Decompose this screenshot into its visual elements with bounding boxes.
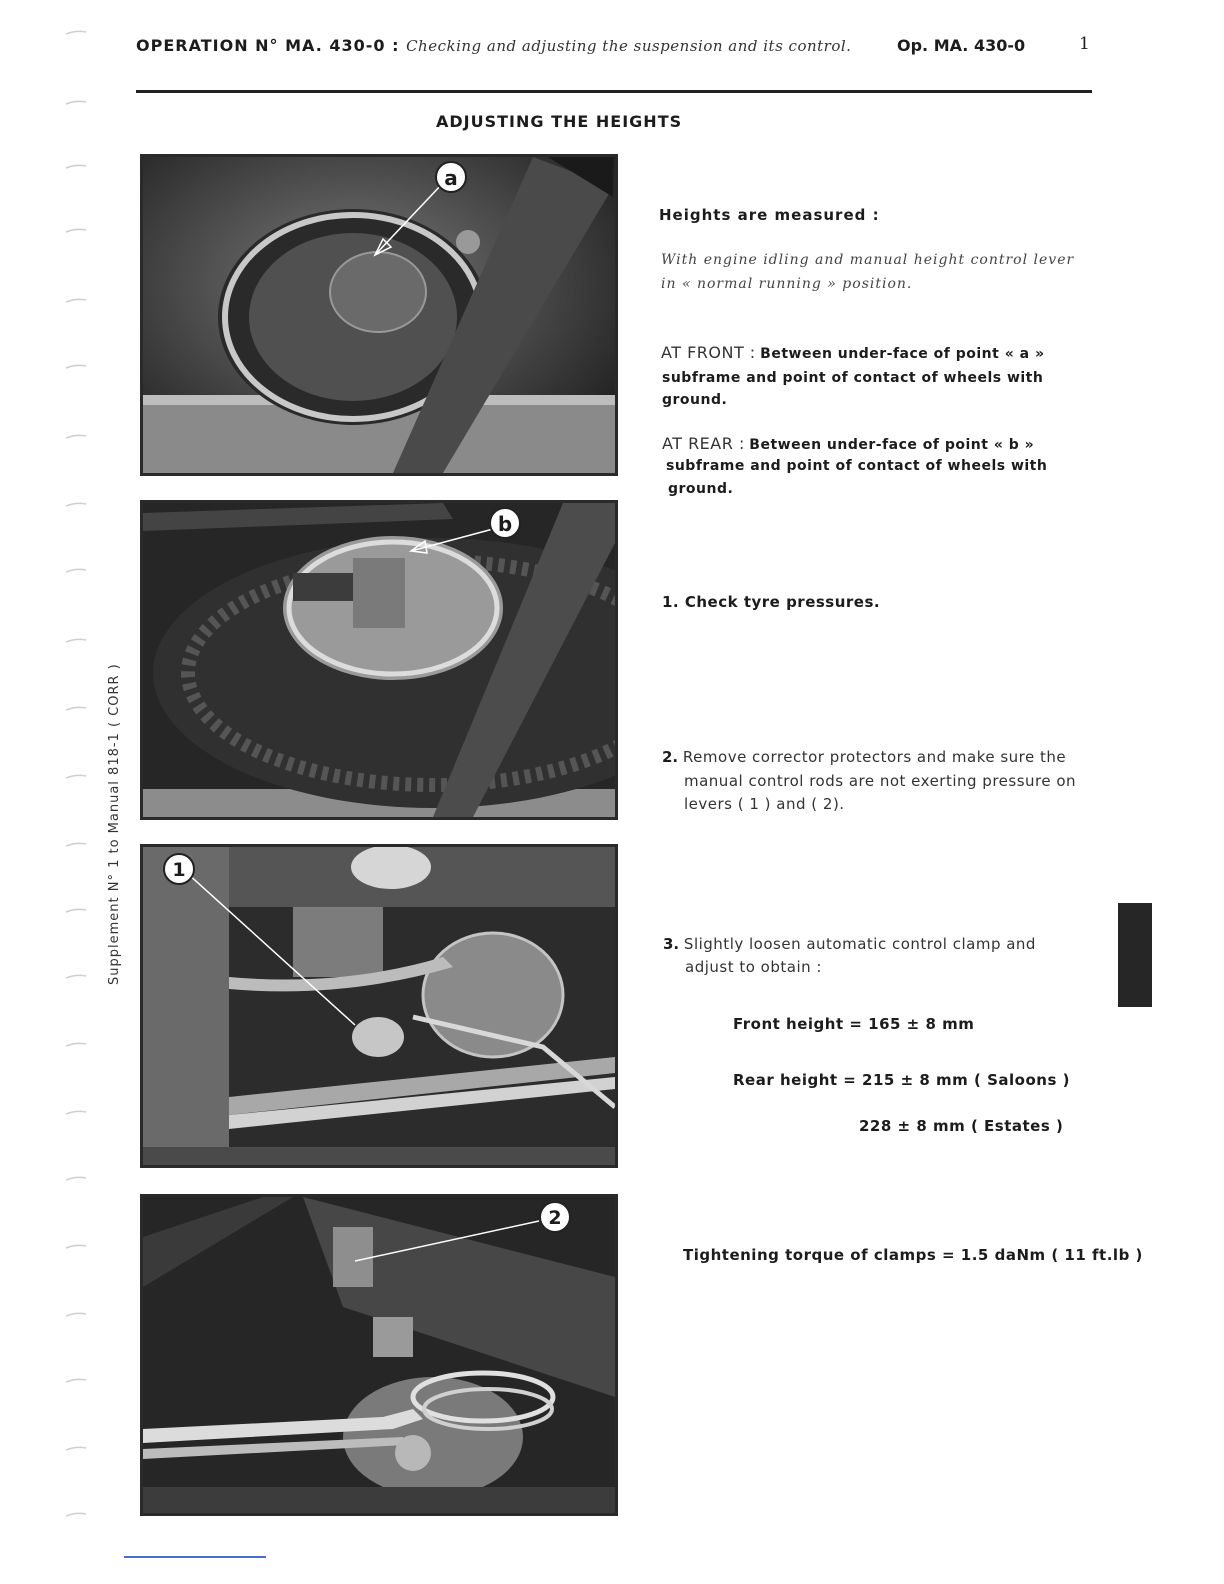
step-1-text: Check tyre pressures. bbox=[684, 593, 881, 611]
operation-header bbox=[136, 36, 851, 55]
section-title: ADJUSTING THE HEIGHTS bbox=[436, 112, 683, 131]
torque-spec: Tightening torque of clamps = 1.5 daNm ( 11 ft.lb ) bbox=[683, 1246, 1143, 1264]
callout-b-label: b bbox=[497, 512, 513, 536]
measured-intro: Heights are measured : bbox=[659, 206, 880, 224]
rear-height-saloons-spec: Rear height = 215 ± 8 mm ( Saloons ) bbox=[733, 1071, 1070, 1089]
step-2-line-1: Remove corrector protectors and make sure the bbox=[682, 748, 1067, 766]
page-number: 1 bbox=[1079, 34, 1090, 54]
step-2-number: 2. bbox=[662, 748, 679, 766]
callout-2 bbox=[539, 1201, 571, 1233]
callout-a-label: a bbox=[444, 166, 458, 190]
step-3 bbox=[663, 935, 1036, 953]
photo-front-subframe bbox=[140, 154, 618, 476]
step-2 bbox=[662, 748, 1066, 766]
rear-line-1: Between under-face of point « b » bbox=[749, 437, 1035, 453]
front-height-spec: Front height = 165 ± 8 mm bbox=[733, 1015, 975, 1033]
footnote-rule bbox=[124, 1556, 266, 1558]
rear-label: AT REAR : bbox=[662, 434, 745, 453]
step-1 bbox=[662, 593, 880, 611]
callout-b bbox=[489, 507, 521, 539]
step-2-line-2: manual control rods are not exerting pressure on bbox=[684, 772, 1077, 790]
photo-lever-2 bbox=[140, 1194, 618, 1516]
supplement-note: Supplement N° 1 to Manual 818-1 ( CORR ) bbox=[107, 663, 122, 985]
operation-subtitle: Checking and adjusting the suspension and its control. bbox=[406, 37, 852, 55]
rear-line-3: ground. bbox=[668, 481, 734, 497]
page-edge-tab bbox=[1118, 903, 1152, 1007]
front-measure bbox=[661, 343, 1045, 362]
callout-1 bbox=[163, 853, 195, 885]
margin-ticks bbox=[62, 20, 92, 1580]
front-line-2: subframe and point of contact of wheels with bbox=[662, 370, 1044, 386]
operation-reference: Op. MA. 430-0 bbox=[897, 36, 1026, 55]
condition-line-1: With engine idling and manual height control lever bbox=[661, 252, 1075, 268]
header-rule bbox=[136, 90, 1092, 93]
step-2-line-3: levers ( 1 ) and ( 2). bbox=[684, 795, 845, 813]
step-3-line-1: Slightly loosen automatic control clamp and bbox=[683, 935, 1036, 953]
front-line-3: ground. bbox=[662, 392, 728, 408]
front-line-1: Between under-face of point « a » bbox=[760, 346, 1045, 362]
rear-height-estates-spec: 228 ± 8 mm ( Estates ) bbox=[859, 1117, 1064, 1135]
step-1-number: 1. bbox=[662, 593, 680, 611]
callout-2-label: 2 bbox=[548, 1207, 562, 1229]
callout-a bbox=[435, 161, 467, 193]
step-3-number: 3. bbox=[663, 935, 680, 953]
step-3-line-2: adjust to obtain : bbox=[685, 958, 822, 976]
rear-measure bbox=[662, 434, 1034, 453]
rear-line-2: subframe and point of contact of wheels with bbox=[666, 458, 1048, 474]
photo-lever-1 bbox=[140, 844, 618, 1168]
callout-1-label: 1 bbox=[172, 859, 186, 881]
operation-number: OPERATION N° MA. 430-0 : bbox=[136, 36, 400, 55]
front-label: AT FRONT : bbox=[661, 343, 756, 362]
photo-rear-subframe bbox=[140, 500, 618, 820]
condition-line-2: in « normal running » position. bbox=[661, 276, 913, 292]
